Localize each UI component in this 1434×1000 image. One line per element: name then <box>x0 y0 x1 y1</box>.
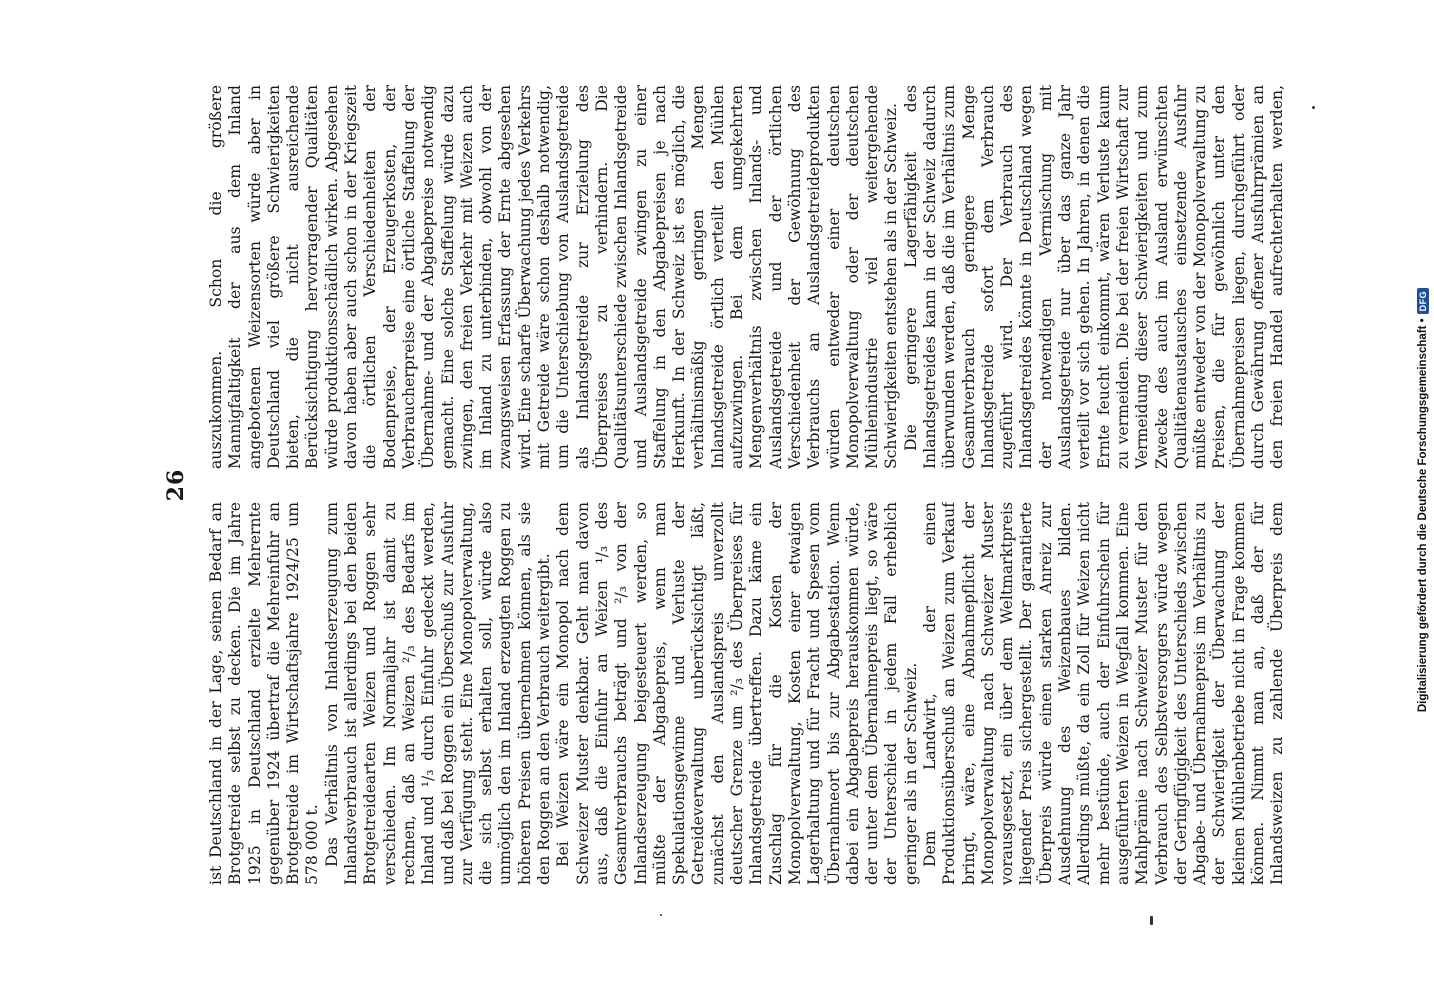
paragraph: auszukommen. Schon die größere Mannigfaltigkeit der aus dem Inland angebotenen Weizensorten würde aber in Deutschland viel größere Schwierigkeiten bieten, die nicht ausreichende Berücksichtigung hervorragender Qualitäten würde produktionsschädlich wirken. Abgesehen davon haben aber auch schon in der Kriegszeit die örtlichen Verschiedenheiten der Bodenpreise, der Erzeugerkosten, der Verbraucherpreise eine örtliche Staffelung der Übernahme- und der Abgabepreise notwendig gemacht. Eine solche Staffelung würde dazu zwingen, den freien Verkehr mit Weizen auch im Inland zu unterbinden, obwohl von der zwangsweisen Erfassung der Ernte abgesehen wird. Eine scharfe Überwachung jedes Verkehrs mit Getreide wäre schon deshalb notwendig, um die Unterschiebung von Auslandsgetreide als Inlandsgetreide zur Erzielung des Überpreises zu verhindern. Die Qualitätsunterschiede zwischen Inlandsgetreide und Auslandsgetreide zwingen zu einer Staffelung in den Abgabepreisen je nach Herkunft. In der Schweiz ist es möglich, die verhältnismäßig geringen Mengen Inlandsgetreide örtlich verteilt den Mühlen aufzuzwingen. Bei dem umgekehrten Mengenverhältnis zwischen Inlands- und Auslandsgetreide und der örtlichen Verschiedenheit der Gewöhnung des Verbrauchs an Auslandsgetreideprodukten würden entweder einer deutschen Monopolverwaltung oder der deutschen Mühlenindustrie viel weitergehende Schwierigkeiten entstehen als in der Schweiz. <box>207 85 901 469</box>
credit-text: Digitalisierung gefördert durch die Deutsche Forschungsgemeinschaft • <box>1417 318 1429 713</box>
paragraph: Das Verhältnis von Inlandserzeugung zum Inlandsverbrauch ist allerdings bei den beiden Brotgetreidearten Weizen und Roggen sehr verschieden. Im Normaljahr ist damit zu rechnen, daß an Weizen ²/₃ des Bedarfs im Inland und ¹/₃ durch Einfuhr gedeckt werden, und daß bei Roggen ein Überschuß zur Ausfuhr zur Verfügung steht. Eine Monopolverwaltung, die sich selbst erhalten soll, würde also unmöglich den im Inland erzeugten Roggen zu höheren Preisen übernehmen können, als sie den Roggen an den Verbrauch weitergibt. <box>322 502 554 885</box>
digitization-credit <box>1414 0 1432 1000</box>
left-column <box>207 502 1287 885</box>
paragraph: ist Deutschland in der Lage, seinen Bedarf an Brotgetreide selbst zu decken. Die im Jahre 1925 in Deutschland erzielte Mehrernte gegenüber 1924 übertraf die Mehreinfuhr an Brotgetreide im Wirtschaftsjahre 1924/25 um 578 000 t. <box>207 502 322 885</box>
paragraph: Die geringere Lagerfähigkeit des Inlandsgetreides kann in der Schweiz dadurch überwunden werden, daß die im Verhältnis zum Gesamtverbrauch geringere Menge Inlandsgetreide sofort dem Verbrauch zugeführt wird. Der Verbrauch des Inlandsgetreides könnte in Deutschland wegen der notwendigen Vermischung mit Auslandsgetreide nur über das ganze Jahr verteilt vor sich gehen. In Jahren, in denen die Ernte feucht einkommt, wären Verluste kaum zu vermeiden. Die bei der freien Wirtschaft zur Vermeidung dieser Schwierigkeiten und zum Zwecke des auch im Ausland erwünschten Qualitätenaustausches einsetzende Ausfuhr müßte entweder von der Monopolverwaltung zu Preisen, die für gewöhnlich unter den Übernahmepreisen liegen, durchgeführt oder durch Gewährung offener Ausfuhrprämien an den freien Handel aufrechterhalten werden, <box>901 85 1287 469</box>
page-number: 26 <box>163 468 189 502</box>
scan-speck <box>1150 916 1153 925</box>
dfg-logo: DFG <box>1417 288 1429 315</box>
scan-speck <box>660 914 662 916</box>
paragraph: Bei Weizen wäre ein Monopol nach dem Schweizer Muster denkbar. Geht man davon aus, daß die Einfuhr an Weizen ¹/₃ des Gesamtverbrauchs beträgt und ²/₃ von der Inlandserzeugung beigesteuert werden, so müßte der Abgabepreis, wenn man Spekulationsgewinne und Verluste der Getreideverwaltung unberücksichtigt läßt, zunächst den Auslandspreis unverzollt deutscher Grenze um ²/₃ des Überpreises für Inlandsgetreide übertreffen. Dazu käme ein Zuschlag für die Kosten der Monopolverwaltung, Kosten einer etwaigen Lagerhaltung und für Fracht und Spesen vom Übernahmeort bis zur Abgabestation. Wenn dabei ein Abgabepreis herauskommen würde, der unter dem Übernahmepreis liegt, so wäre der Unterschied in jedem Fall erheblich geringer als in der Schweiz. <box>554 502 920 885</box>
right-column <box>207 85 1287 469</box>
scan-speck <box>1312 106 1315 109</box>
paragraph: Dem Landwirt, der einen Produktionsüberschuß an Weizen zum Verkauf bringt, wäre, eine Abnahmepflicht der Monopolverwaltung nach Schweizer Muster vorausgesetzt, ein über dem Weltmarktpreis liegender Preis sichergestellt. Der garantierte Überpreis würde einen starken Anreiz zur Ausdehnung des Weizenbaues bilden. Allerdings müßte, da ein Zoll für Weizen nicht mehr bestünde, auch der Einfuhrschein für ausgeführten Weizen in Wegfall kommen. Eine Mahlprämie nach Schweizer Muster für den Verbrauch des Selbstversorgers würde wegen der Geringfügigkeit des Unterschieds zwischen Abgabe- und Übernahmepreis im Verhältnis zu der Schwierigkeit der Überwachung der kleinen Mühlenbetriebe nicht in Frage kommen können. Nimmt man an, daß der für Inlandsweizen zu zahlende Überpreis dem <box>920 502 1287 885</box>
rotated-printed-page <box>155 85 1305 885</box>
